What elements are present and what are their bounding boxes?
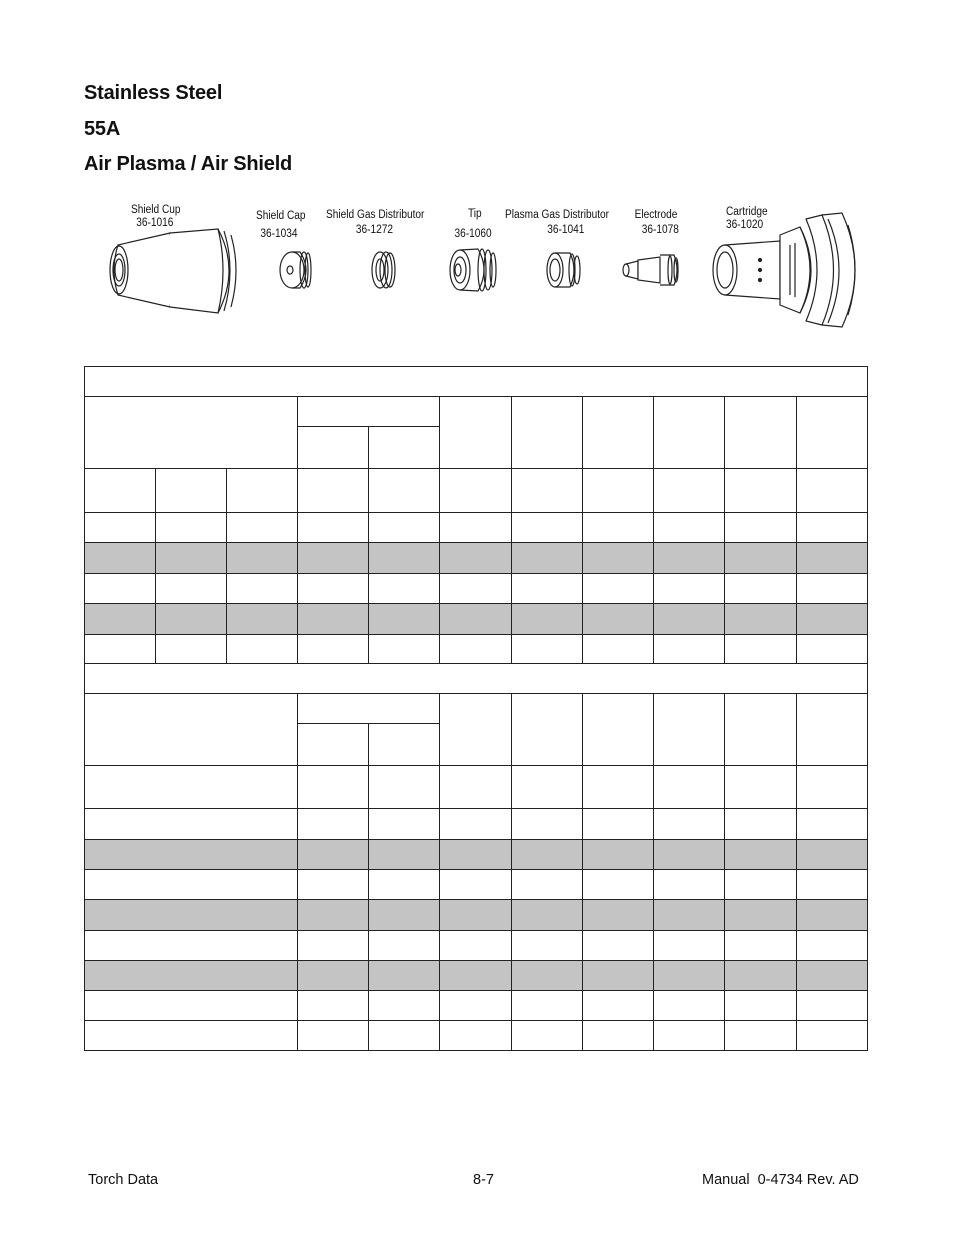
footer-manual-number: Manual 0-4734 Rev. AD xyxy=(702,1172,859,1188)
shield-cup-drawing xyxy=(110,229,236,313)
table-row xyxy=(85,991,868,1021)
table-row xyxy=(85,513,868,543)
part-number: 36-1020 xyxy=(726,219,764,231)
part-name: Electrode xyxy=(634,209,678,221)
table-row xyxy=(85,604,868,635)
part-number: 36-1272 xyxy=(355,224,394,236)
shield-cap-drawing xyxy=(280,252,311,288)
part-name: Cartridge xyxy=(726,206,768,218)
table-row xyxy=(85,635,868,664)
material-title: Stainless Steel xyxy=(84,82,223,104)
cartridge-drawing xyxy=(713,213,855,327)
plasma-gas-distributor-drawing xyxy=(547,253,580,287)
part-number: 36-1041 xyxy=(547,224,585,236)
table-row xyxy=(85,1021,868,1051)
table-row xyxy=(85,931,868,961)
units-row xyxy=(85,766,868,809)
header-row xyxy=(85,397,868,427)
shield-gas-distributor-drawing xyxy=(372,252,395,288)
cut-chart-table xyxy=(84,366,868,1051)
part-name: Shield Gas Distributor xyxy=(326,209,425,221)
part-name: Plasma Gas Distributor xyxy=(505,209,610,221)
table-row xyxy=(85,900,868,931)
part-name: Tip xyxy=(467,208,482,220)
part-number: 36-1060 xyxy=(454,228,492,240)
part-number: 36-1016 xyxy=(136,217,174,229)
part-name: Shield Cup xyxy=(131,204,181,216)
part-number: 36-1034 xyxy=(260,228,298,240)
consumables-drawing xyxy=(100,205,880,335)
table-row xyxy=(85,574,868,604)
part-name: Shield Cap xyxy=(256,210,306,222)
tip-drawing xyxy=(450,249,496,291)
table-row xyxy=(85,809,868,840)
part-number: 36-1078 xyxy=(641,224,679,236)
footer-section-name: Torch Data xyxy=(88,1172,159,1188)
amperage-title: 55A xyxy=(84,118,121,140)
table-row xyxy=(85,543,868,574)
section-title-row xyxy=(85,664,868,694)
table-row xyxy=(85,961,868,991)
units-row xyxy=(85,469,868,513)
gas-title: Air Plasma / Air Shield xyxy=(84,153,293,175)
footer-page-number: 8-7 xyxy=(473,1172,494,1188)
table-row xyxy=(85,840,868,870)
table-row xyxy=(85,870,868,900)
electrode-drawing xyxy=(623,255,678,285)
header-row xyxy=(85,694,868,724)
table-title-row xyxy=(85,367,868,397)
